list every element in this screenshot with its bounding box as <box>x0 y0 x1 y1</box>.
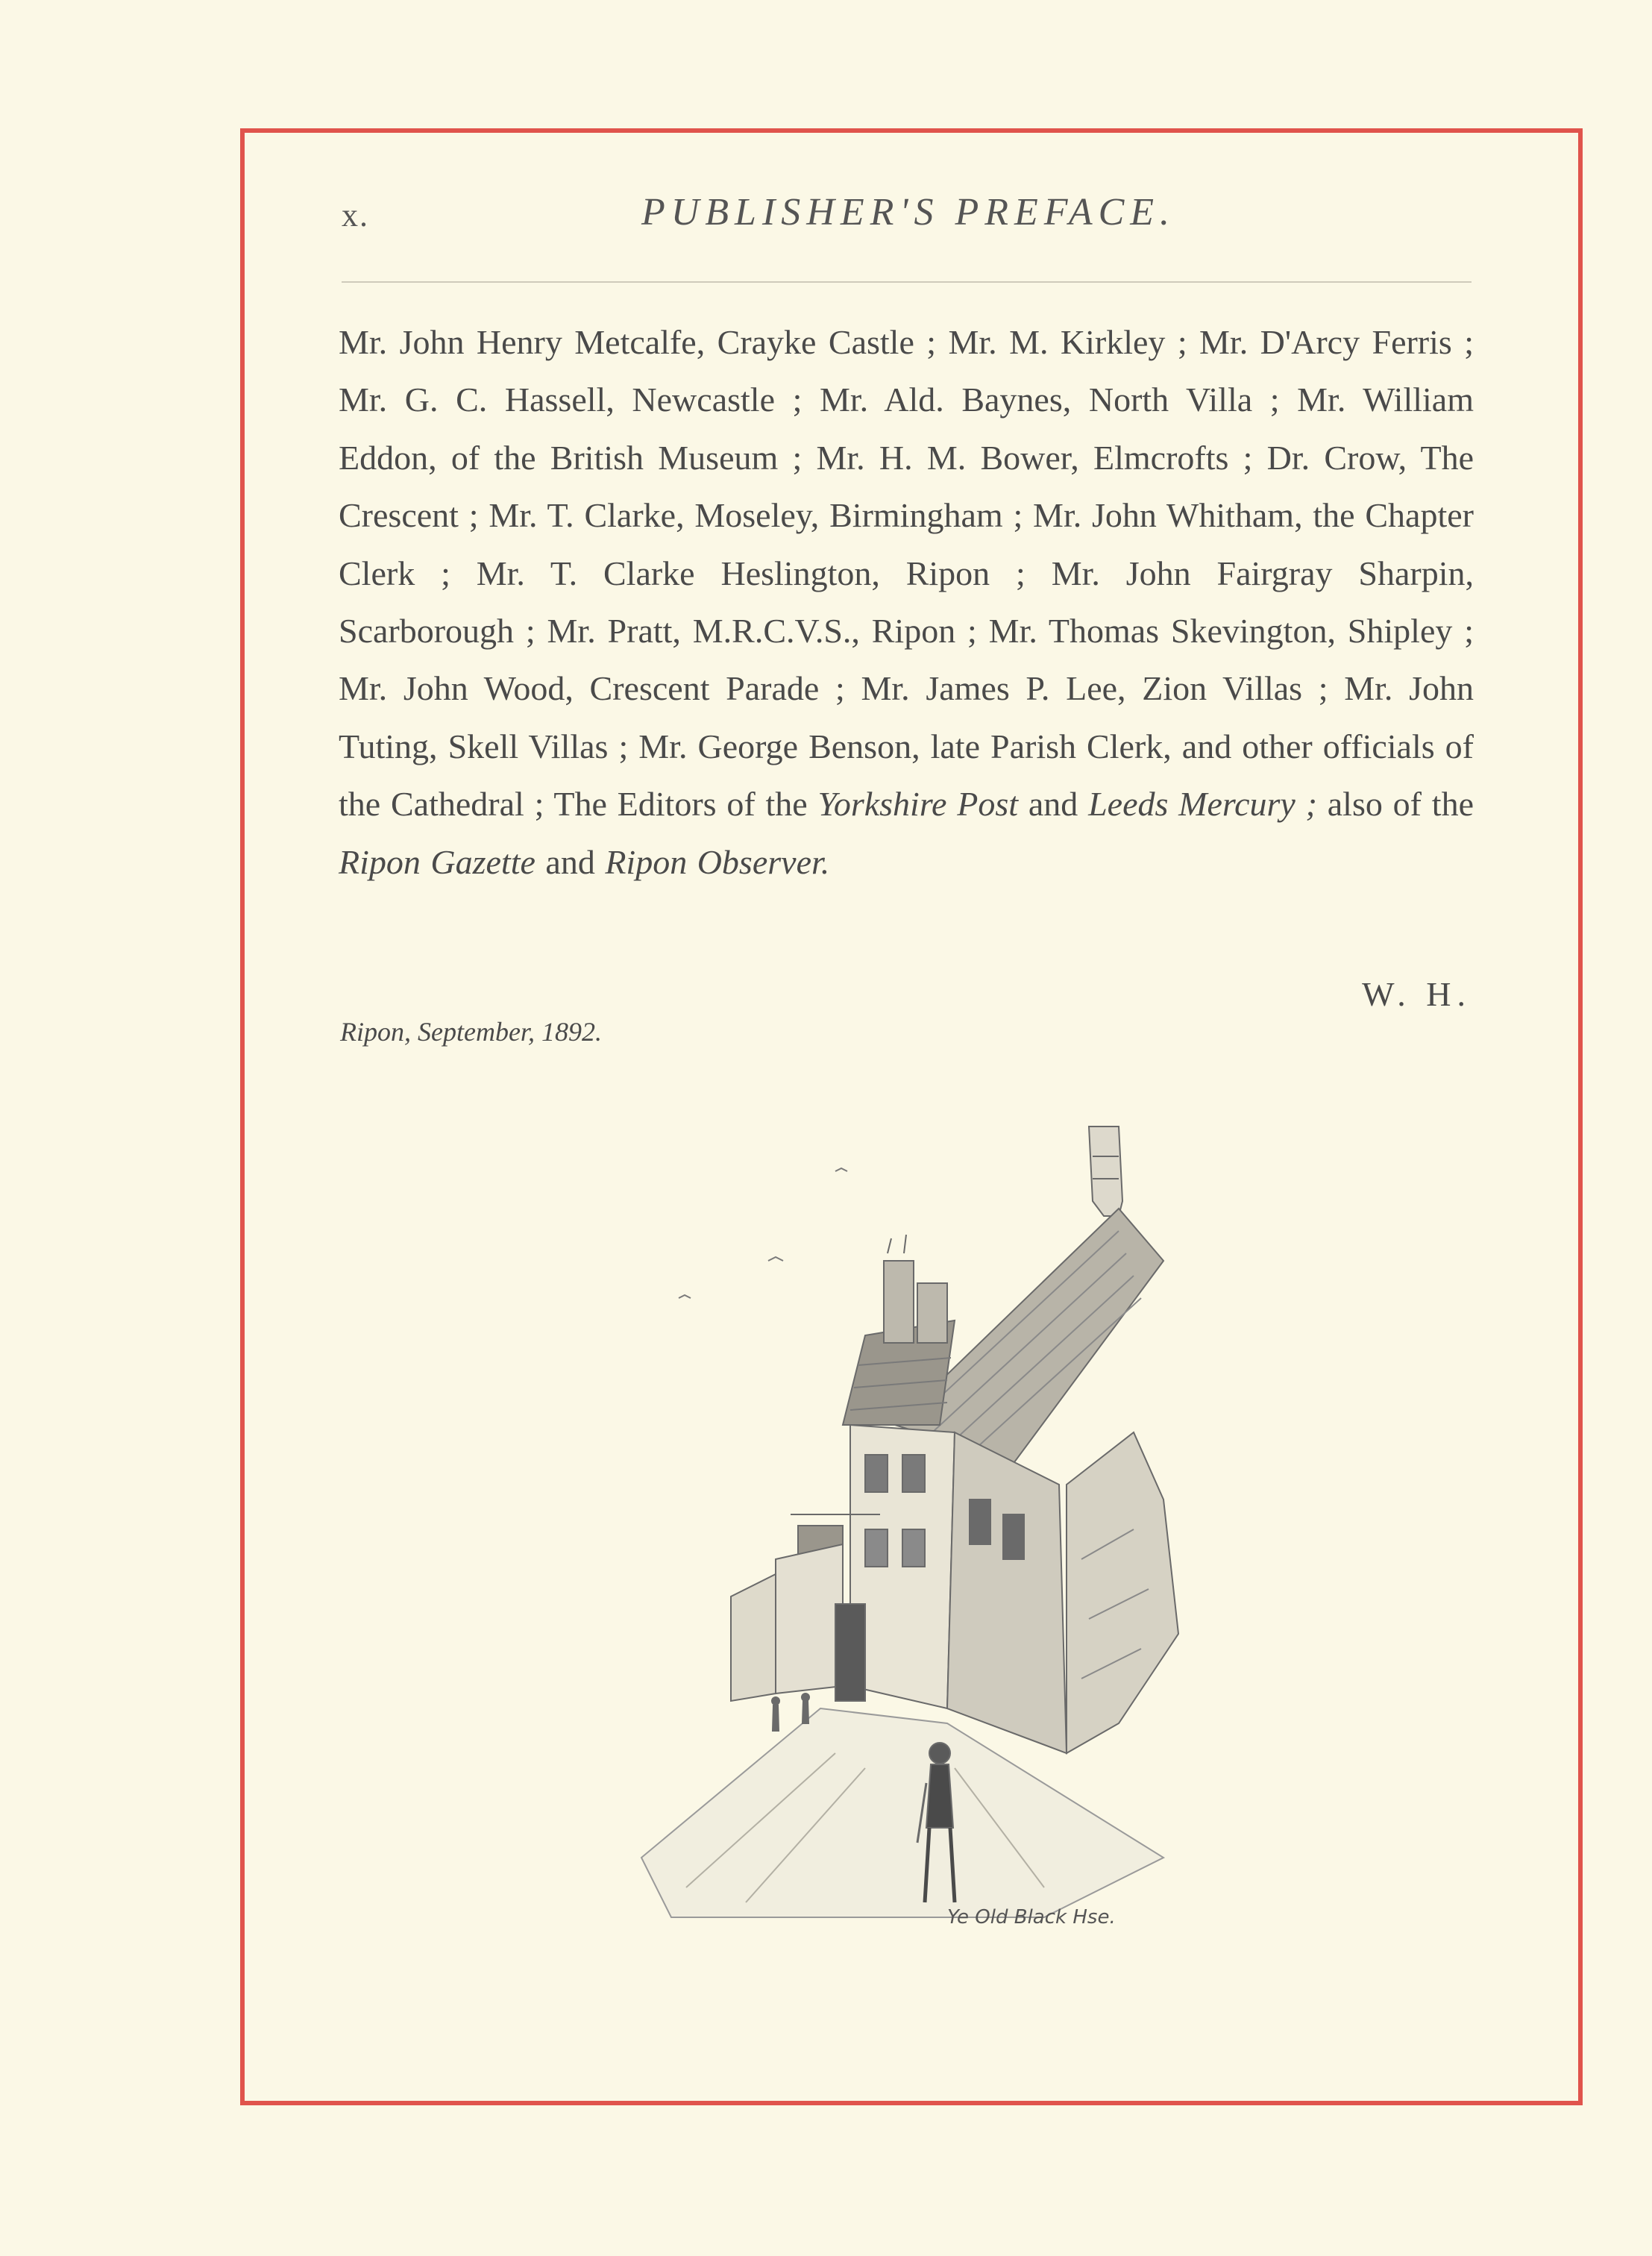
street-sketch-illustration <box>597 1112 1208 1955</box>
page-number: x. <box>342 197 369 234</box>
header-rule <box>342 281 1472 283</box>
signature: W. H. <box>1362 975 1472 1013</box>
running-title: PUBLISHER'S PREFACE. <box>641 191 1176 234</box>
newspaper-ripon-gazette: Ripon Gazette <box>339 842 536 881</box>
page-header <box>342 183 1475 250</box>
paragraph-text: Mr. John Henry Metcalfe, Crayke Castle ; Mr. M. Kirkley ; Mr. D'Arcy Ferris ; Mr. G. C. Hassell, Newcastle ; Mr. Ald. Baynes, North Villa ; Mr. William Eddon, of the British Museum ; Mr. H. M. Bower, Elmcrofts ; Dr. Crow, The Crescent ; Mr. T. Clarke, Moseley, Birmingham ; Mr. John Whitham, the Chapter Clerk ; Mr. T. Clarke Heslington, Ripon ; Mr. John Fairgray Sharpin, Scarborough ; Mr. Pratt, M.R.C.V.S., Ripon ; Mr. Thomas Skevington, Shipley ; Mr. John Wood, Crescent Parade ; Mr. James P. Lee, Zion Villas ; Mr. John Tuting, Skell Villas ; Mr. George Benson, late Parish Clerk, and other officials of the Cathedral ; The Editors of the <box>339 323 1474 824</box>
paragraph-text: and <box>535 842 606 881</box>
newspaper-yorkshire-post: Yorkshire Post <box>817 785 1019 824</box>
newspaper-ripon-observer: Ripon Observer. <box>605 842 830 881</box>
paragraph-text: also of the <box>1316 785 1474 824</box>
paragraph-text: and <box>1018 785 1089 824</box>
dateline: Ripon, September, 1892. <box>340 1017 602 1047</box>
newspaper-leeds-mercury: Leeds Mercury ; <box>1088 785 1317 824</box>
illustration-caption: Ye Old Black Hse. <box>947 1906 1116 1928</box>
acknowledgements-paragraph <box>339 313 1474 891</box>
